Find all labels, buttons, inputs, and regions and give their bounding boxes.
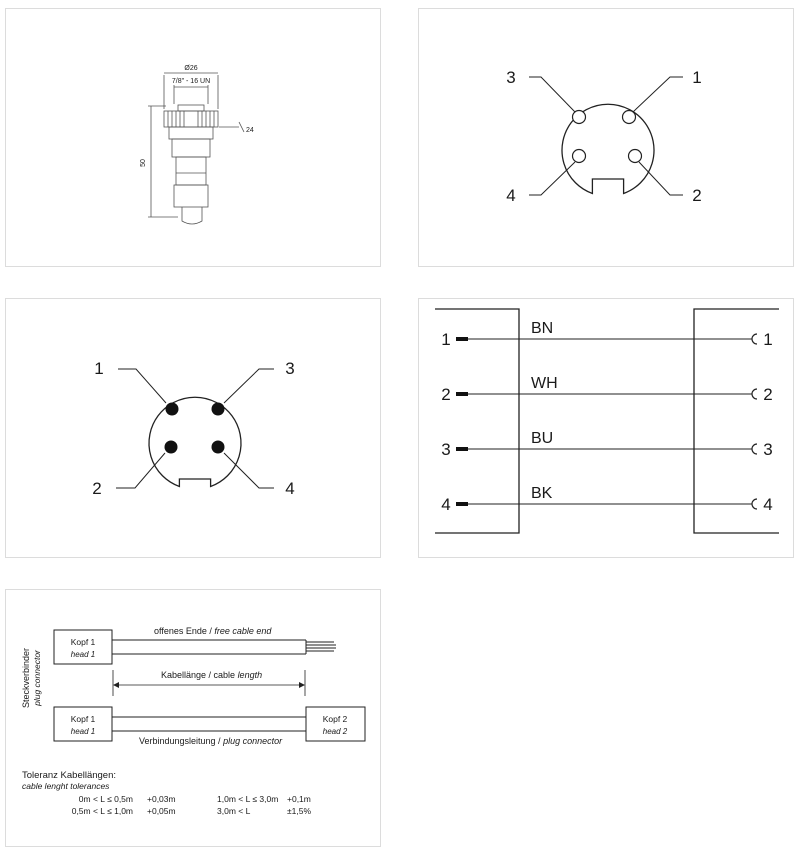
wire-row-4 — [456, 499, 757, 509]
wiring-left-2: 2 — [441, 385, 451, 404]
plug-pin-3 — [212, 403, 225, 416]
tolerance-subtitle: cable lenght tolerances — [22, 781, 110, 791]
wiring-right-2: 2 — [763, 385, 773, 404]
wiring-left-1: 1 — [441, 330, 451, 349]
wiring-right-3: 3 — [763, 440, 773, 459]
thread-label: 7/8" - 16 UN — [171, 78, 211, 85]
wiring-right-4: 4 — [763, 495, 773, 514]
wire-color-4: BK — [531, 485, 553, 502]
plug-label-1: 1 — [94, 359, 104, 378]
length-label: 50 — [140, 159, 147, 167]
wiring-right-1: 1 — [763, 330, 773, 349]
plug-label-2: 2 — [92, 479, 102, 498]
plug-label-3: 3 — [285, 359, 295, 378]
head1-bottom-en: head 1 — [70, 727, 96, 736]
socket-pin-3 — [573, 111, 586, 124]
wiring-left-4: 4 — [441, 495, 451, 514]
wire-color-3: BU — [531, 430, 554, 447]
plug-pin-4 — [212, 441, 225, 454]
connector-dimension-drawing — [6, 9, 382, 268]
wire-row-1 — [456, 334, 757, 344]
diameter-label: Ø26 — [184, 65, 198, 72]
head2-de: Kopf 2 — [322, 714, 348, 724]
plug-connector-vertical-en: plug connector — [32, 650, 42, 706]
socket-pin-layout — [419, 9, 795, 268]
connector-cable-label: Verbindungsleitung / plug connector — [139, 736, 283, 746]
socket-pin-1 — [623, 111, 636, 124]
wire-color-2: WH — [531, 375, 558, 392]
tolerance-title: Toleranz Kabellängen: — [22, 770, 117, 781]
cable-length-schematic — [6, 590, 382, 848]
socket-label-4: 4 — [506, 186, 516, 205]
wiring-left-3: 3 — [441, 440, 451, 459]
plug-face-panel — [5, 298, 381, 558]
socket-label-3: 3 — [506, 68, 516, 87]
wire-row-2 — [456, 389, 757, 399]
wire-row-3 — [456, 444, 757, 454]
cable-schematic-panel — [5, 589, 381, 847]
head1-bottom-de: Kopf 1 — [70, 714, 96, 724]
socket-label-1: 1 — [692, 68, 702, 87]
socket-pin-2 — [629, 150, 642, 163]
socket-label-2: 2 — [692, 186, 702, 205]
socket-pin-4 — [573, 150, 586, 163]
tolerance-range-1: 0m < L ≤ 0,5m — [78, 794, 133, 804]
tolerance-value-1: +0,03m — [147, 794, 176, 804]
wiring-diagram — [419, 299, 795, 559]
wire-color-1: BN — [531, 320, 554, 337]
wiring-diagram-panel — [418, 298, 794, 558]
socket-face-panel — [418, 8, 794, 267]
head1-top-en: head 1 — [70, 650, 96, 659]
head1-top-de: Kopf 1 — [70, 637, 96, 647]
tolerance-range-2: 0,5m < L ≤ 1,0m — [71, 806, 133, 816]
cable-length-label: Kabellänge / cable length — [161, 670, 263, 680]
plug-label-4: 4 — [285, 479, 295, 498]
tolerance-value-4: ±1,5% — [287, 806, 312, 816]
plug-pin-1 — [166, 403, 179, 416]
dimension-drawing-panel — [5, 8, 381, 267]
tolerance-range-4: 3,0m < L — [217, 806, 251, 816]
plug-connector-vertical-de: Steckverbinder — [21, 647, 31, 709]
head2-en: head 2 — [322, 727, 348, 736]
tolerance-value-3: +0,1m — [287, 794, 311, 804]
plug-pin-layout — [6, 299, 382, 559]
free-end-label: offenes Ende / free cable end — [154, 626, 272, 636]
wrench-size-label: 24 — [246, 127, 254, 134]
plug-pin-2 — [165, 441, 178, 454]
tolerance-value-2: +0,05m — [147, 806, 176, 816]
tolerance-range-3: 1,0m < L ≤ 3,0m — [217, 794, 279, 804]
